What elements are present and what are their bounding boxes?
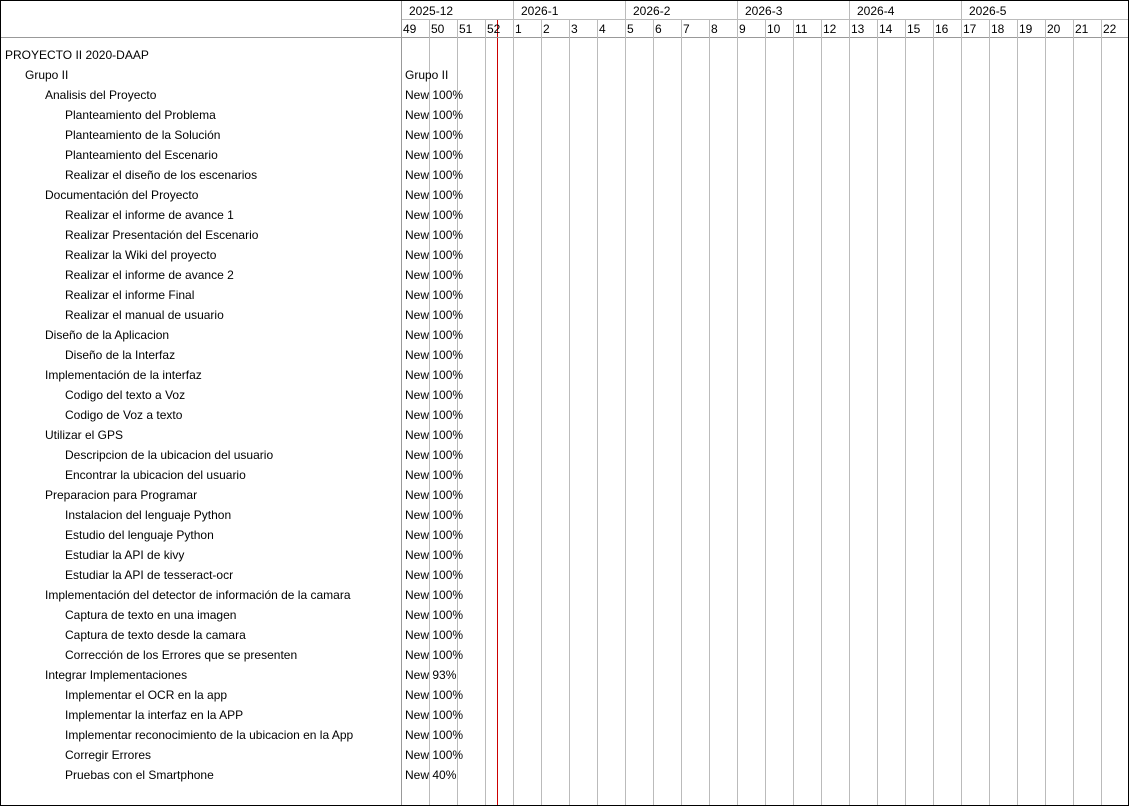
task-name[interactable]: Realizar el informe de avance 1 <box>65 208 234 222</box>
week-label: 13 <box>851 22 865 36</box>
task-name[interactable]: Preparacion para Programar <box>45 488 198 502</box>
task-name[interactable]: Integrar Implementaciones <box>45 668 188 682</box>
week-label: 7 <box>683 22 690 36</box>
task-name[interactable]: Planteamiento del Problema <box>65 108 216 122</box>
week-label: 52 <box>487 22 501 36</box>
task-name[interactable]: Planteamiento del Escenario <box>65 148 218 162</box>
week-label: 8 <box>711 22 718 36</box>
month-label: 2026-4 <box>857 4 895 18</box>
task-status-text: New 100% <box>405 608 464 622</box>
week-grid-line <box>485 19 486 805</box>
week-label: 49 <box>403 22 417 36</box>
week-grid-line <box>597 19 598 805</box>
week-label: 9 <box>739 22 746 36</box>
week-grid-line <box>821 19 822 805</box>
week-grid-line <box>1017 19 1018 805</box>
task-name[interactable]: Realizar el diseño de los escenarios <box>65 168 258 182</box>
task-status-text: New 100% <box>405 688 464 702</box>
task-name[interactable]: Codigo del texto a Voz <box>65 388 186 402</box>
week-grid-line <box>933 19 934 805</box>
task-status-text: New 100% <box>405 628 464 642</box>
week-grid-line <box>513 19 514 805</box>
task-name[interactable]: Captura de texto desde la camara <box>65 628 246 642</box>
task-status-text: New 100% <box>405 568 464 582</box>
task-name[interactable]: Utilizar el GPS <box>45 428 124 442</box>
week-grid-line <box>1101 19 1102 805</box>
month-divider <box>513 1 514 19</box>
task-name[interactable]: Encontrar la ubicacion del usuario <box>65 468 246 482</box>
task-status-text: New 100% <box>405 448 464 462</box>
task-status-text: New 100% <box>405 388 464 402</box>
task-name[interactable]: Descripcion de la ubicacion del usuario <box>65 448 274 462</box>
task-status-text: New 100% <box>405 548 464 562</box>
task-name[interactable]: Grupo II <box>25 68 69 82</box>
task-name[interactable]: Implementación del detector de información de la camara <box>45 588 351 602</box>
month-label: 2026-2 <box>633 4 671 18</box>
week-grid-line <box>877 19 878 805</box>
task-name[interactable]: Pruebas con el Smartphone <box>65 768 214 782</box>
timeline-panel <box>401 1 1129 805</box>
project-title[interactable]: PROYECTO II 2020-DAAP <box>5 48 149 62</box>
week-grid-line <box>905 19 906 805</box>
task-status-text: New 100% <box>405 108 464 122</box>
week-label: 50 <box>431 22 445 36</box>
task-status-text: New 100% <box>405 408 464 422</box>
task-name[interactable]: Corregir Errores <box>65 748 152 762</box>
task-name[interactable]: Instalacion del lenguaje Python <box>65 508 232 522</box>
week-label: 22 <box>1103 22 1117 36</box>
task-name[interactable]: Codigo de Voz a texto <box>65 408 183 422</box>
task-status-text: New 100% <box>405 648 464 662</box>
task-status-text: New 93% <box>405 668 457 682</box>
week-grid-line <box>1045 19 1046 805</box>
week-grid-line <box>569 19 570 805</box>
task-name[interactable]: Realizar el informe de avance 2 <box>65 268 234 282</box>
task-status-text: New 100% <box>405 188 464 202</box>
today-marker-line <box>497 20 498 806</box>
task-name[interactable]: Implementar el OCR en la app <box>65 688 228 702</box>
timeline-left-border <box>401 1 402 805</box>
task-status-text: New 100% <box>405 308 464 322</box>
task-name[interactable]: Analisis del Proyecto <box>45 88 157 102</box>
month-label: 2026-5 <box>969 4 1007 18</box>
week-label: 51 <box>459 22 473 36</box>
week-label: 1 <box>515 22 522 36</box>
week-grid-line <box>961 19 962 805</box>
week-label: 2 <box>543 22 550 36</box>
month-label: 2026-3 <box>745 4 783 18</box>
task-status-text: New 100% <box>405 128 464 142</box>
task-status-text: New 100% <box>405 288 464 302</box>
task-status-text: New 100% <box>405 168 464 182</box>
task-header-divider <box>1 37 401 38</box>
week-grid-line <box>765 19 766 805</box>
task-name[interactable]: Estudiar la API de tesseract-ocr <box>65 568 234 582</box>
task-name[interactable]: Captura de texto en una imagen <box>65 608 237 622</box>
task-status-text: Grupo II <box>405 68 449 82</box>
task-name[interactable]: Estudiar la API de kivy <box>65 548 185 562</box>
month-label: 2025-12 <box>409 4 454 18</box>
week-label: 10 <box>767 22 781 36</box>
task-name[interactable]: Realizar el manual de usuario <box>65 308 224 322</box>
task-name[interactable]: Implementar reconocimiento de la ubicacion en la App <box>65 728 354 742</box>
task-status-text: New 100% <box>405 368 464 382</box>
week-label: 3 <box>571 22 578 36</box>
task-status-text: New 100% <box>405 348 464 362</box>
task-status-text: New 100% <box>405 148 464 162</box>
week-label: 21 <box>1075 22 1089 36</box>
task-name[interactable]: Realizar Presentación del Escenario <box>65 228 259 242</box>
month-divider <box>961 1 962 19</box>
week-label: 18 <box>991 22 1005 36</box>
task-status-text: New 100% <box>405 588 464 602</box>
task-status-text: New 100% <box>405 708 464 722</box>
task-status-text: New 100% <box>405 428 464 442</box>
task-status-text: New 100% <box>405 228 464 242</box>
week-label: 14 <box>879 22 893 36</box>
task-name[interactable]: Implementación de la interfaz <box>45 368 202 382</box>
task-status-text: New 100% <box>405 268 464 282</box>
week-label: 5 <box>627 22 634 36</box>
week-label: 4 <box>599 22 606 36</box>
task-status-text: New 40% <box>405 768 457 782</box>
task-list-panel <box>1 1 401 805</box>
task-status-text: New 100% <box>405 748 464 762</box>
week-grid-line <box>653 19 654 805</box>
task-name[interactable]: Planteamiento de la Solución <box>65 128 221 142</box>
task-name[interactable]: Documentación del Proyecto <box>45 188 199 202</box>
week-label: 16 <box>935 22 949 36</box>
task-status-text: New 100% <box>405 248 464 262</box>
week-label: 17 <box>963 22 977 36</box>
month-divider <box>625 1 626 19</box>
week-label: 11 <box>795 22 808 36</box>
month-divider <box>849 1 850 19</box>
task-status-text: New 100% <box>405 208 464 222</box>
task-name[interactable]: Realizar la Wiki del proyecto <box>65 248 217 262</box>
task-status-text: New 100% <box>405 328 464 342</box>
week-grid-line <box>737 19 738 805</box>
task-name[interactable]: Corrección de los Errores que se presenten <box>65 648 298 662</box>
month-divider <box>737 1 738 19</box>
week-label: 15 <box>907 22 921 36</box>
week-label: 19 <box>1019 22 1033 36</box>
task-status-text: New 100% <box>405 488 464 502</box>
week-grid-line <box>849 19 850 805</box>
week-grid-line <box>793 19 794 805</box>
week-label: 20 <box>1047 22 1061 36</box>
task-name[interactable]: Realizar el informe Final <box>65 288 195 302</box>
week-label: 12 <box>823 22 837 36</box>
task-status-text: New 100% <box>405 468 464 482</box>
task-status-text: New 100% <box>405 528 464 542</box>
task-status-text: New 100% <box>405 728 464 742</box>
week-grid-line <box>541 19 542 805</box>
task-name[interactable]: Diseño de la Interfaz <box>65 348 176 362</box>
week-grid-line <box>625 19 626 805</box>
week-grid-line <box>709 19 710 805</box>
month-label: 2026-1 <box>521 4 559 18</box>
week-grid-line <box>989 19 990 805</box>
task-name[interactable]: Estudio del lenguaje Python <box>65 528 214 542</box>
task-name[interactable]: Implementar la interfaz en la APP <box>65 708 244 722</box>
week-label: 6 <box>655 22 662 36</box>
week-grid-line <box>681 19 682 805</box>
task-status-text: New 100% <box>405 508 464 522</box>
task-status-text: New 100% <box>405 88 464 102</box>
week-grid-line <box>1073 19 1074 805</box>
task-name[interactable]: Diseño de la Aplicacion <box>45 328 170 342</box>
